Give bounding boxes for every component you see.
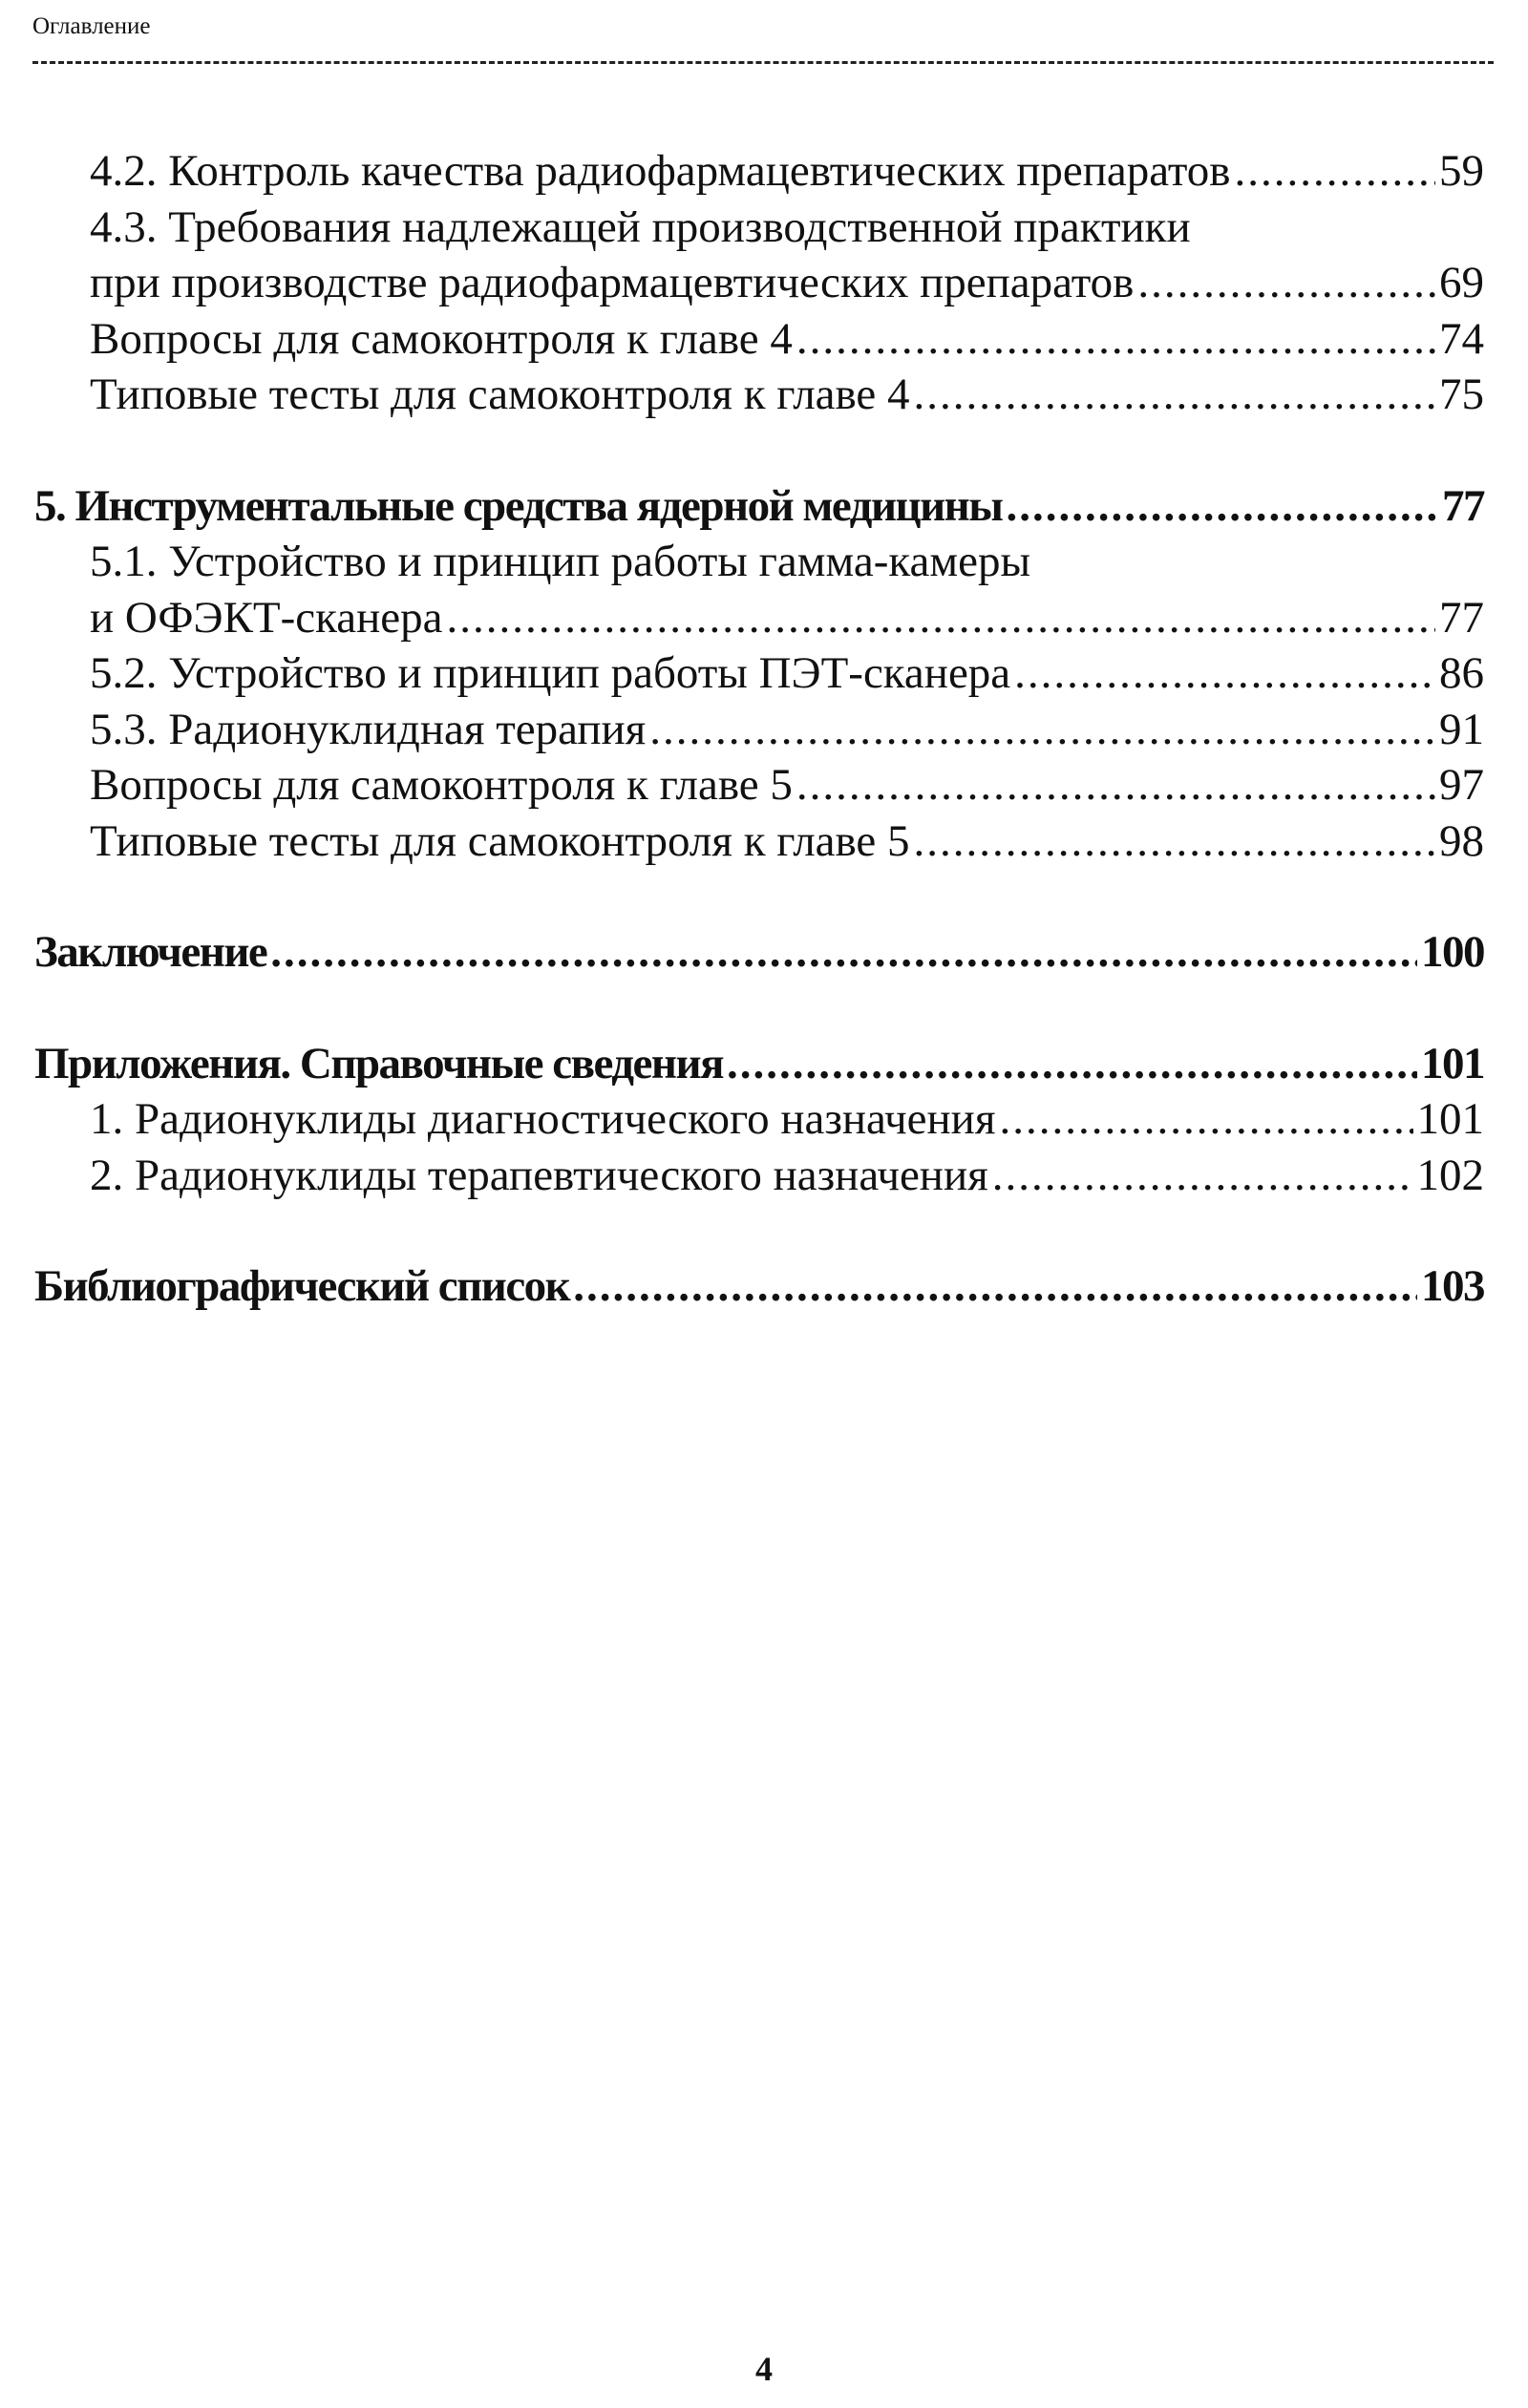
toc-entry-page: 101	[1421, 1038, 1484, 1088]
toc-dot-leader	[727, 1036, 1417, 1092]
table-of-contents	[34, 143, 1484, 1315]
toc-entry-questions-4[interactable]	[34, 311, 1484, 368]
toc-entry-title: 2. Радионуклиды терапевтического назначения	[90, 1150, 988, 1200]
toc-entry-page: 100	[1421, 927, 1484, 977]
toc-entry-title: 5.2. Устройство и принцип работы ПЭТ-сканера	[90, 648, 1011, 698]
toc-entry-5-2[interactable]	[34, 645, 1484, 702]
toc-entry-title: Библиографический список	[34, 1261, 570, 1311]
toc-entry-conclusion[interactable]	[34, 924, 1484, 981]
toc-dot-leader	[573, 1258, 1417, 1315]
toc-entry-page: 77	[1442, 480, 1484, 531]
toc-entry-page: 59	[1439, 146, 1484, 196]
toc-entry-4-3-line1[interactable]	[34, 200, 1484, 256]
toc-entry-4-2[interactable]	[34, 143, 1484, 200]
toc-entry-title: Приложения. Справочные сведения	[34, 1038, 723, 1088]
toc-entry-bibliography[interactable]	[34, 1258, 1484, 1315]
toc-dot-leader	[1137, 255, 1435, 311]
toc-dot-leader	[796, 757, 1435, 813]
toc-entry-title: и ОФЭКТ-сканера	[90, 592, 443, 643]
toc-dot-leader	[447, 590, 1435, 646]
toc-entry-5-1[interactable]	[34, 590, 1484, 646]
toc-dot-leader	[1234, 143, 1435, 200]
toc-entry-tests-5[interactable]	[34, 813, 1484, 870]
toc-entry-5-1-line1[interactable]	[34, 534, 1484, 590]
toc-entry-page: 69	[1439, 258, 1484, 307]
toc-entry-page: 98	[1439, 815, 1484, 866]
toc-entry-page: 91	[1439, 704, 1484, 754]
toc-entry-5-3[interactable]	[34, 702, 1484, 758]
toc-entry-4-3[interactable]	[34, 255, 1484, 311]
toc-dot-leader	[796, 311, 1435, 368]
toc-entry-title: Вопросы для самоконтроля к главе 4	[90, 313, 793, 364]
toc-entry-title: Вопросы для самоконтроля к главе 5	[90, 760, 793, 810]
toc-dot-leader	[992, 1148, 1413, 1204]
toc-entry-page: 101	[1416, 1094, 1484, 1144]
toc-entry-appendices[interactable]	[34, 1036, 1484, 1092]
toc-entry-title: 5.3. Радионуклидная терапия	[90, 704, 647, 754]
toc-entry-page: 74	[1439, 313, 1484, 364]
page-number: 4	[755, 2350, 773, 2388]
toc-entry-title-line1: 4.3. Требования надлежащей производственной практики	[90, 201, 1191, 252]
toc-entry-title: 1. Радионуклиды диагностического назначения	[90, 1094, 996, 1144]
toc-entry-questions-5[interactable]	[34, 757, 1484, 813]
toc-entry-page: 102	[1416, 1150, 1484, 1200]
toc-entry-page: 97	[1439, 760, 1484, 810]
header-dashed-divider	[32, 61, 1494, 64]
toc-dot-leader	[270, 924, 1417, 981]
toc-entry-appendix-2[interactable]	[34, 1148, 1484, 1204]
toc-dot-leader	[914, 367, 1435, 423]
toc-entry-appendix-1[interactable]	[34, 1091, 1484, 1148]
toc-dot-leader	[914, 813, 1435, 870]
toc-dot-leader	[649, 702, 1435, 758]
toc-entry-title: 4.2. Контроль качества радиофармацевтических препаратов	[90, 146, 1231, 196]
toc-dot-leader	[1006, 478, 1438, 535]
running-head-title: Оглавление	[32, 13, 151, 39]
toc-entry-chapter-5[interactable]	[34, 478, 1484, 535]
toc-entry-page: 77	[1439, 592, 1484, 643]
toc-entry-page: 86	[1439, 648, 1484, 698]
toc-entry-tests-4[interactable]	[34, 367, 1484, 423]
toc-dot-leader	[999, 1091, 1412, 1148]
toc-entry-title: Заключение	[34, 927, 267, 977]
toc-entry-title: Типовые тесты для самоконтроля к главе 4	[90, 370, 910, 419]
toc-entry-page: 103	[1421, 1261, 1484, 1311]
toc-entry-title: Типовые тесты для самоконтроля к главе 5	[90, 815, 910, 866]
toc-entry-title: 5. Инструментальные средства ядерной медицины	[34, 480, 1003, 531]
toc-entry-title-line1: 5.1. Устройство и принцип работы гамма-камеры	[90, 537, 1031, 586]
toc-dot-leader	[1014, 645, 1435, 702]
toc-entry-title: при производстве радиофармацевтических препаратов	[90, 258, 1135, 307]
toc-entry-page: 75	[1439, 370, 1484, 419]
